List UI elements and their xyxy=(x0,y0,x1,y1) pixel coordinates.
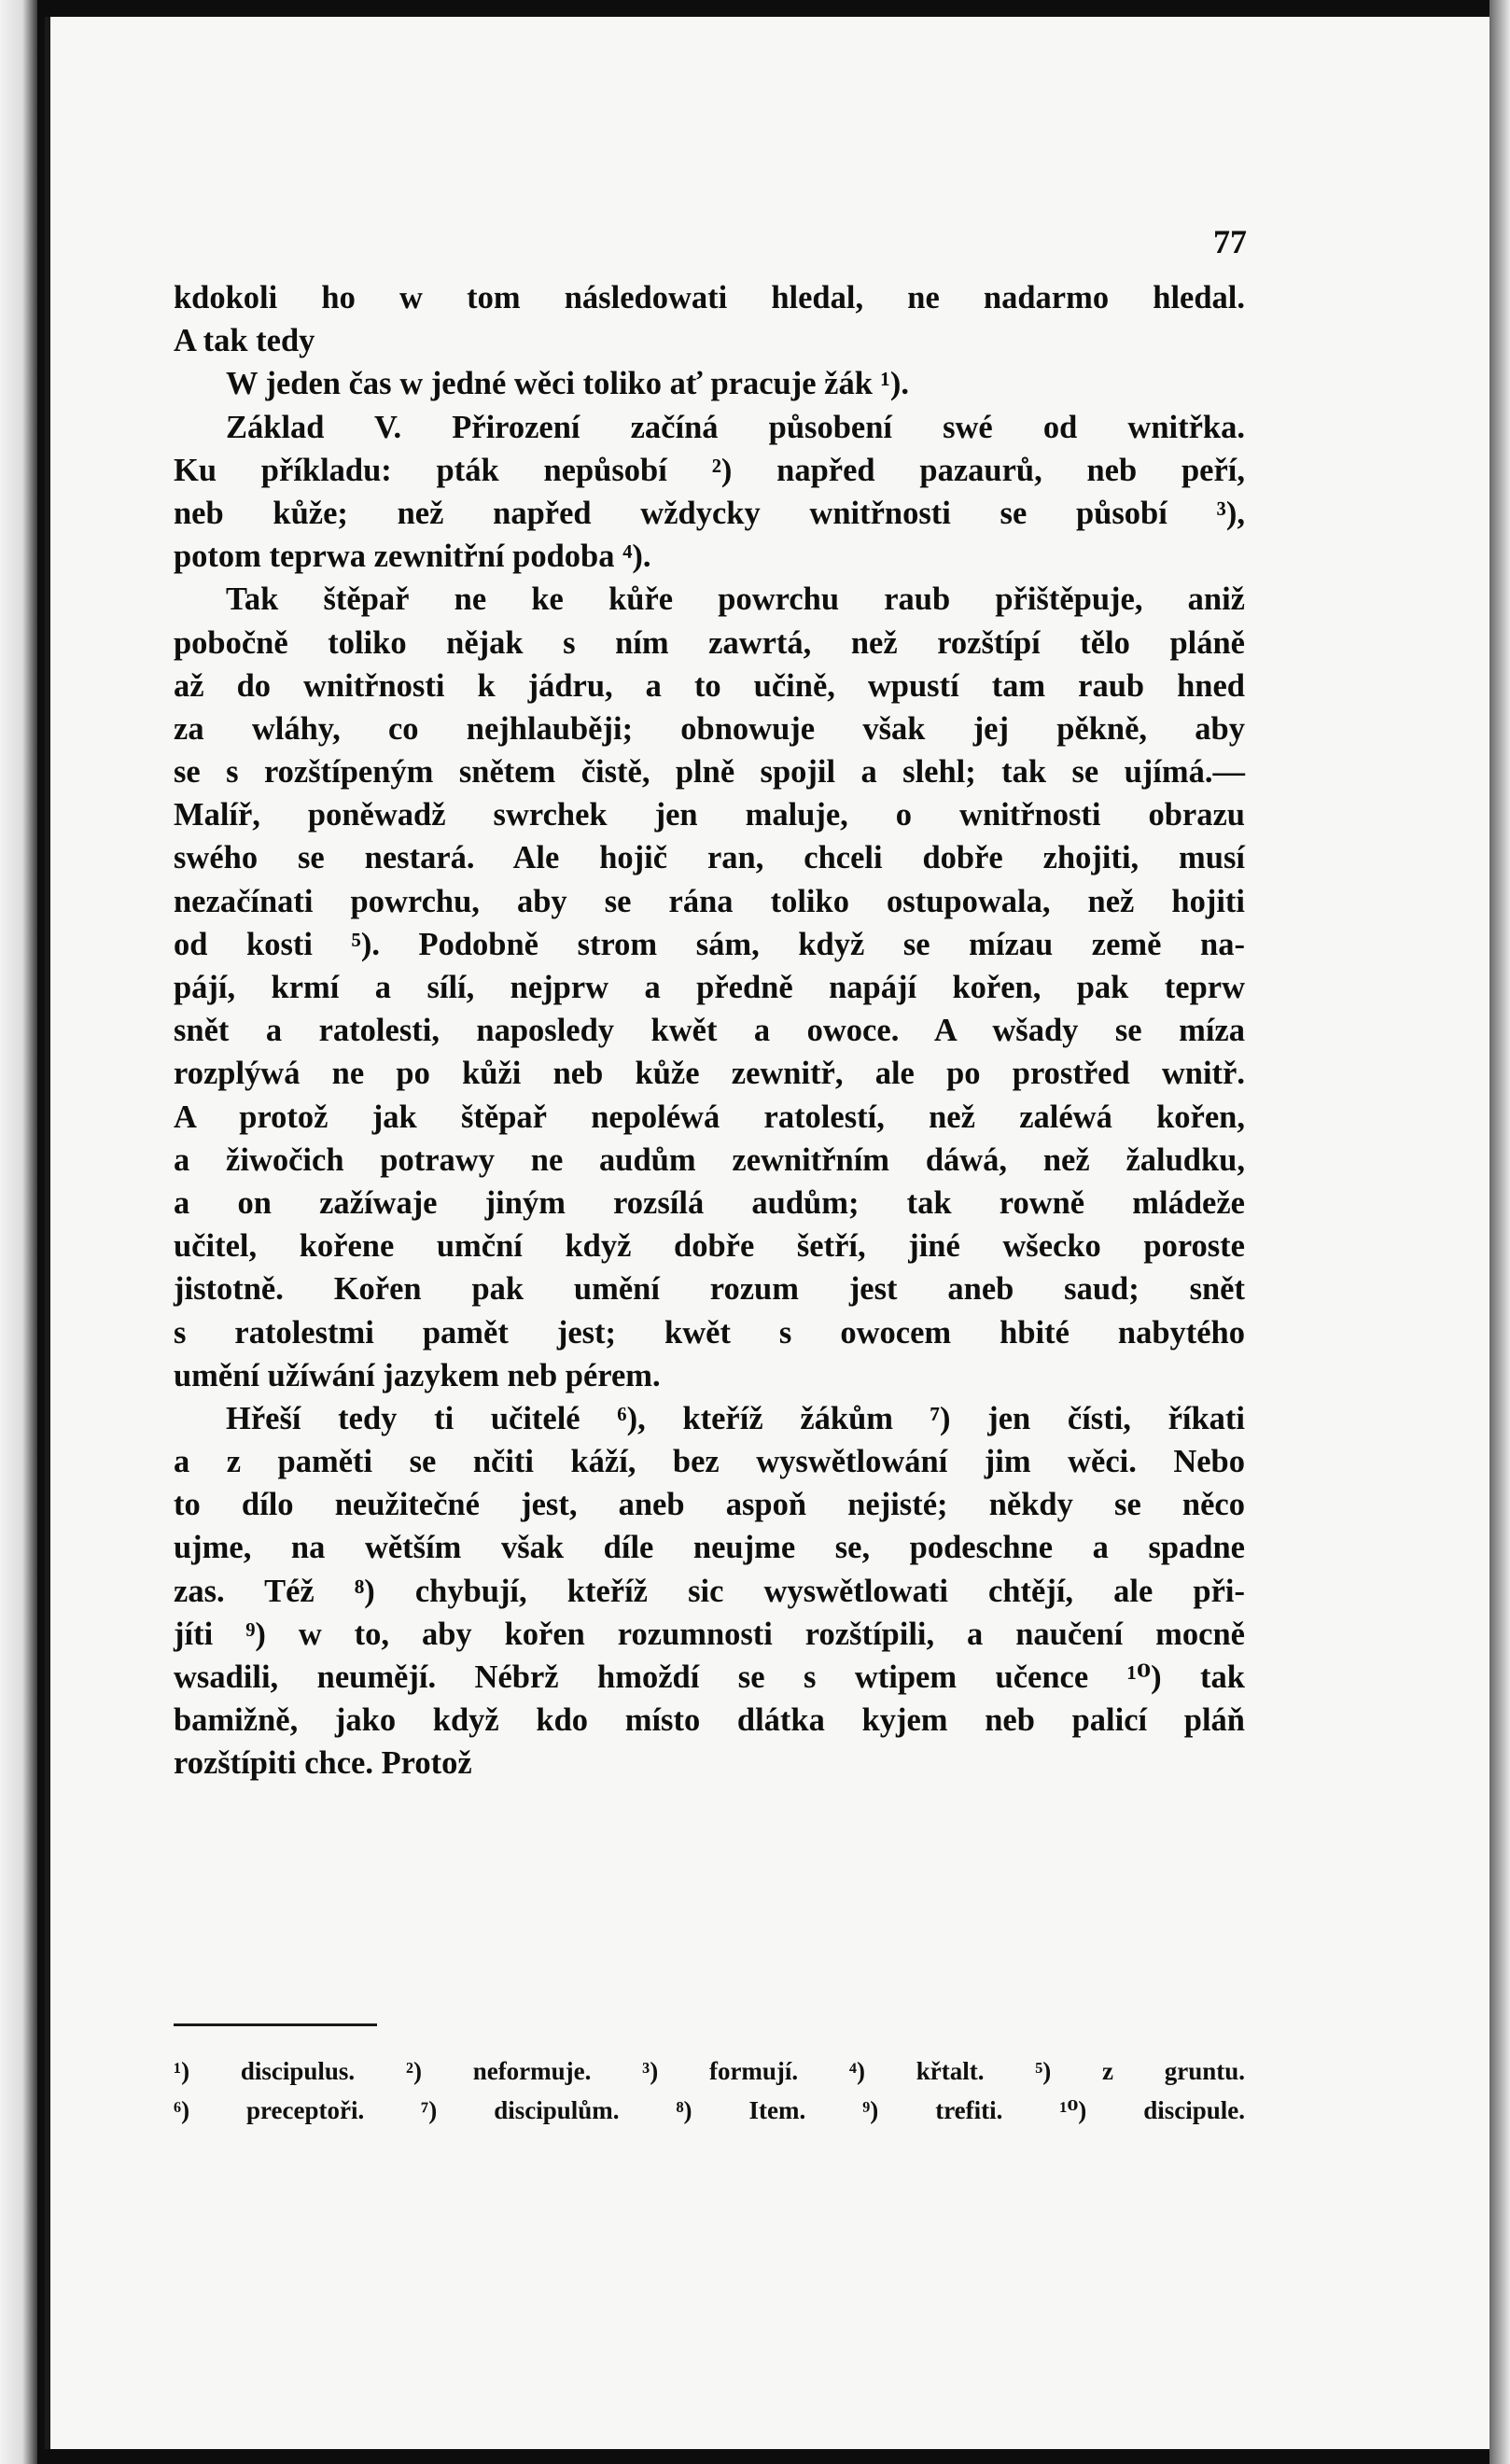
text-line: wsadili, neumějí. Nébrž hmoždí se s wtipem učence ¹⁰) tak xyxy=(174,1659,1245,1695)
footnote-separator-rule xyxy=(174,2023,377,2026)
text-line: zas. Též ⁸) chybují, kteříž sic wyswětlowati chtějí, ale při- xyxy=(174,1573,1245,1609)
text-line: umění užíwání jazykem neb pérem. xyxy=(174,1357,661,1393)
text-line: neb kůže; než napřed wždycky wnitřnosti se působí ³), xyxy=(174,495,1245,531)
text-line: jistotně. Kořen pak umění rozum jest aneb saud; snět xyxy=(174,1271,1245,1308)
text-line: kdokoli ho w tom následowati hledal, ne nadarmo hledal. xyxy=(174,280,1245,315)
text-line: za wláhy, co nejhlauběji; obnowuje však jej pěkně, aby xyxy=(174,710,1245,747)
text-line: bamižně, jako když kdo místo dlátka kyjem neb palicí pláň xyxy=(174,1702,1245,1739)
page-number: 77 xyxy=(1213,223,1247,260)
text-line: Malíř, poněwadž swrchek jen maluje, o wnitřnosti obrazu xyxy=(174,797,1245,833)
text-line: s ratolestmi pamět jest; kwět s owocem hbité nabytého xyxy=(174,1314,1245,1351)
text-line: a žiwočich potrawy ne audům zewnitřním dáwá, než žaludku, xyxy=(174,1141,1245,1178)
text-line: se s rozštípeným snětem čistě, plně spojil a slehl; tak se ujímá.— xyxy=(174,754,1245,791)
text-line: Základ V. Přirození začíná působení swé od wnitřka. xyxy=(226,409,1245,445)
page-right-edge xyxy=(1489,0,1510,2464)
text-line: rozštípiti chce. Protož xyxy=(174,1745,472,1782)
book-spine-edge xyxy=(0,0,37,2464)
text-line: Hřeší tedy ti učitelé ⁶), kteříž žákům ⁷) jen čísti, říkati xyxy=(226,1400,1245,1436)
text-line: od kosti ⁵). Podobně strom sám, když se mízau země na- xyxy=(174,926,1245,962)
footnote-line: ¹) discipulus. ²) neformuje. ³) formují. ⁴) křtalt. ⁵) z gruntu. xyxy=(174,2057,1245,2085)
text-line: a z paměti se nčiti káží, bez wyswětlowání jim wěci. Nebo xyxy=(174,1444,1245,1480)
text-line: rozplýwá ne po kůži neb kůže zewnitř, ale po prostřed wnitř. xyxy=(174,1056,1245,1092)
text-line: učitel, kořene umční když dobře šetří, jiné wšecko poroste xyxy=(174,1228,1245,1265)
text-line: pobočně toliko nějak s ním zawrtá, než rozštípí tělo pláně xyxy=(174,624,1245,661)
body-text xyxy=(174,276,1245,1785)
footnotes xyxy=(174,2051,1245,2130)
text-line: W jeden čas w jedné wěci toliko ať pracuje žák ¹). xyxy=(226,366,909,402)
text-line: Tak štěpař ne ke kůře powrchu raub přištěpuje, aniž xyxy=(226,581,1245,618)
text-line: nezačínati powrchu, aby se rána toliko ostupowala, než hojiti xyxy=(174,883,1245,919)
text-line: a on zažíwaje jiným rozsílá audům; tak rowně mládeže xyxy=(174,1184,1245,1221)
text-line: Ku příkladu: pták nepůsobí ²) napřed pazaurů, neb peří, xyxy=(174,452,1245,488)
text-line: swého se nestará. Ale hojič ran, chceli dobře zhojiti, musí xyxy=(174,840,1245,876)
text-line: ujme, na wětším však díle neujme se, podeschne a spadne xyxy=(174,1530,1245,1566)
text-line: A tak tedy xyxy=(174,323,315,359)
text-line: až do wnitřnosti k jádru, a to učině, wpustí tam raub hned xyxy=(174,667,1245,704)
footnote-line: ⁶) preceptoři. ⁷) discipulům. ⁸) Item. ⁹) trefiti. ¹⁰) discipule. xyxy=(174,2096,1245,2124)
text-line: snět a ratolesti, naposledy kwět a owoce. A wšady se míza xyxy=(174,1013,1245,1049)
text-line: jíti ⁹) w to, aby kořen rozumnosti rozštípili, a naučení mocně xyxy=(174,1616,1245,1652)
book-page xyxy=(45,17,1489,2449)
text-line: A protož jak štěpař nepoléwá ratolestí, než zaléwá kořen, xyxy=(174,1099,1245,1135)
text-line: potom teprwa zewnitřní podoba ⁴). xyxy=(174,539,651,575)
text-line: to dílo neužitečné jest, aneb aspoň nejisté; někdy se něco xyxy=(174,1487,1245,1523)
text-line: pájí, krmí a sílí, nejprw a předně napájí kořen, pak teprw xyxy=(174,970,1245,1005)
